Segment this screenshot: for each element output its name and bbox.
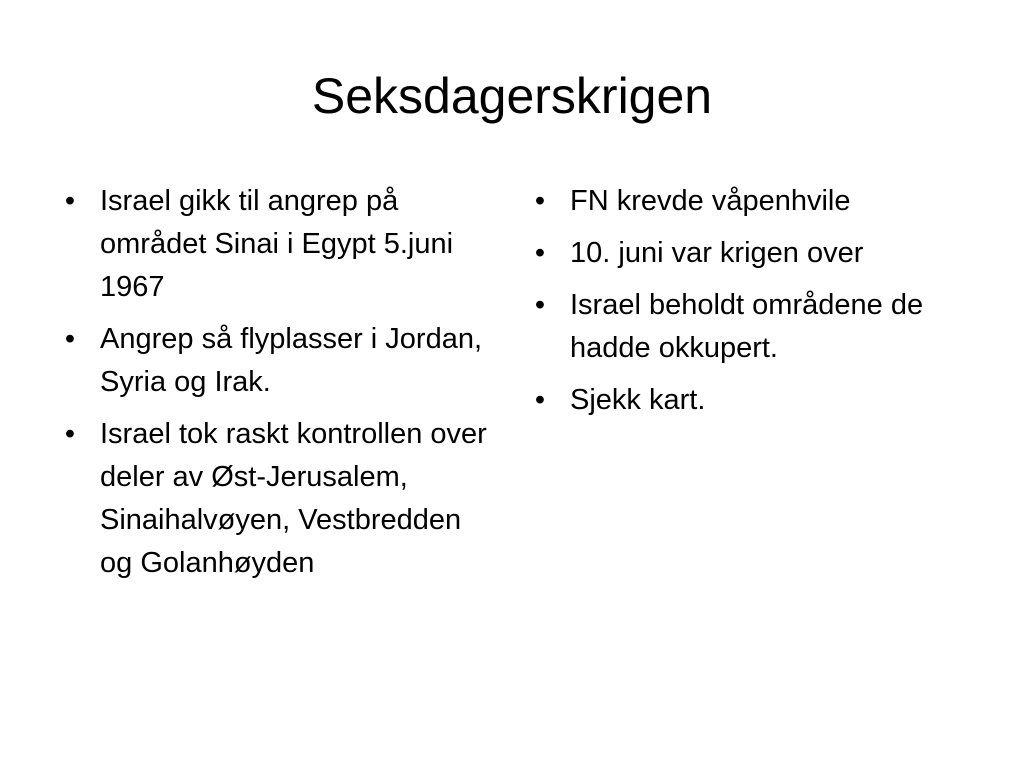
bullet-item: [528, 180, 968, 223]
bullet-item: [58, 413, 498, 585]
bullet-icon: •: [64, 418, 76, 450]
bullet-text: Angrep så flyplasser i Jordan, Syria og Irak.: [100, 323, 483, 398]
slide-title: Seksdagerskrigen: [311, 68, 713, 124]
bullet-item: [58, 318, 498, 404]
left-bullet-list: [58, 180, 498, 594]
bullet-icon: •: [534, 289, 546, 321]
bullet-item: [528, 379, 968, 422]
bullet-text: Israel beholdt områdene de hadde okkupert.: [570, 289, 924, 364]
bullet-text: Israel gikk til angrep på området Sinai i Egypt 5.juni 1967: [100, 185, 454, 303]
bullet-text: FN krevde våpenhvile: [570, 185, 851, 217]
bullet-icon: •: [534, 237, 546, 269]
bullet-item: [58, 180, 498, 309]
bullet-icon: •: [534, 384, 546, 416]
right-bullet-list: [528, 180, 968, 431]
bullet-item: [528, 232, 968, 275]
bullet-text: 10. juni var krigen over: [570, 237, 864, 269]
bullet-text: Israel tok raskt kontrollen over deler av Øst-Jerusalem, Sinaihalvøyen, Vestbredden og Golanhøyden: [100, 418, 487, 579]
bullet-icon: •: [64, 323, 76, 355]
bullet-icon: •: [534, 185, 546, 217]
bullet-text: Sjekk kart.: [570, 384, 706, 416]
bullet-icon: •: [64, 185, 76, 217]
bullet-item: [528, 284, 968, 370]
